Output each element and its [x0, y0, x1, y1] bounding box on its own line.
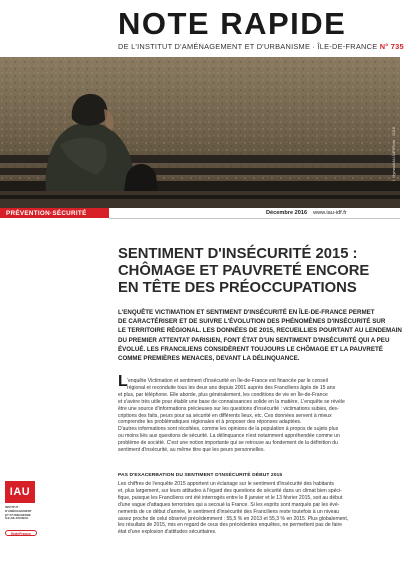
lead-line: COMME PREMIÈRES MENACES, DEVANT LA DÉLINQUANCE. — [118, 355, 300, 363]
publication-meta — [266, 210, 347, 216]
body-line: 'enquête Victimation et sentiment d'insécurité en Île-de-France est financée par le conseil — [127, 378, 328, 384]
iau-logo-line: ÎLE-DE-FRANCE — [5, 516, 29, 521]
iau-logo-line: D'AMÉNAGEMENT — [5, 508, 32, 513]
lead-line: L'ENQUÊTE VICTIMATION ET SENTIMENT D'INSÉCURITÉ EN ÎLE-DE-FRANCE PERMET — [118, 309, 375, 316]
cover-photo — [0, 57, 400, 208]
section-divider — [109, 218, 400, 219]
body-line: comprendre les problématiques régionales et à proposer des réponses adaptées. — [118, 419, 302, 426]
masthead — [118, 6, 404, 60]
lead-paragraph — [118, 308, 402, 363]
publication-date: Décembre 2016 — [266, 209, 308, 216]
issue-number: N° 735 — [379, 42, 404, 51]
iau-logo: IAU — [5, 481, 35, 503]
publication-subtitle — [118, 42, 404, 51]
iau-logo-caption — [5, 506, 39, 521]
iau-logo-line: INSTITUT — [5, 505, 19, 509]
headline-line: CHÔMAGE ET PAUVRETÉ ENCORE — [118, 263, 370, 279]
photo-credit: I. Hyman/IAU-ÎdF/Flickr · 2016 — [391, 127, 396, 182]
subsection-paragraph — [118, 481, 398, 536]
body-line: état d'une explosion d'attitudes sécuritaires. — [118, 529, 217, 536]
article-headline — [118, 246, 388, 297]
body-line: et plus, par téléphone. Elle aborde, plus généralement, les conditions de vie en Île-de-France — [118, 391, 328, 398]
body-line: et s'avère très utile pour établir une base de connaissances solide en la matière. L'enquête se révèle — [118, 398, 345, 405]
body-line: Les chiffres de l'enquête 2015 apportent un éclairage sur le sentiment d'insécurité des habitants — [118, 481, 334, 487]
body-paragraph — [118, 378, 398, 454]
publication-publisher: DE L'INSTITUT D'AMÉNAGEMENT ET D'URBANISME · ÎLE-DE-FRANCE — [118, 42, 378, 51]
body-line: être une source d'informations précieuses sur les questions d'insécurité : victimations subies, des- — [118, 405, 339, 412]
body-line: sentiment d'insécurité, au même titre que les peurs personnelles. — [118, 447, 265, 454]
body-line: D'autres informations sont récoltées, comme les opinions de la population à propos de sujets plus — [118, 426, 339, 433]
body-line: fique, puisque les Franciliens ont été interrogés entre le 8 janvier et le 13 février 2015, soit au début — [118, 494, 343, 501]
subsection-heading: PAS D'EXACERBATION DU SENTIMENT D'INSÉCURITÉ DÉBUT 2015 — [118, 473, 283, 478]
drop-cap: L — [118, 373, 128, 390]
lead-line: ÉVOLUÉ. LES FRANCILIENS CONSIDÈRENT TOUJOURS LE CHÔMAGE ET LA PAUVRETÉ — [118, 345, 383, 353]
section-bar — [0, 208, 400, 218]
body-line: criptions des faits, peurs pour sa sécurité en différents lieux, etc. Ces données servent à mieux — [118, 412, 332, 419]
headline-line: SENTIMENT D'INSÉCURITÉ 2015 : — [118, 246, 358, 262]
body-line: régional et reconduite tous les deux ans depuis 2001 auprès des Franciliens âgés de 15 ans — [127, 384, 336, 391]
publication-title: NOTE RAPIDE — [118, 6, 347, 41]
lead-line: LE TERRITOIRE RÉGIONAL. LES DONNÉES DE 2015, RECUEILLIES POURTANT AU LENDEMAIN — [118, 327, 402, 335]
region-logo: ÎledeFrance — [5, 530, 37, 536]
body-line: ou moins liés aux questions de sécurité. La délinquance n'est notamment appréhendée comme un — [118, 433, 340, 440]
body-line: et, plus largement, sur leurs attitudes à l'égard des questions de sécurité dans un climat bien spéci- — [118, 487, 342, 494]
body-line: problème de société. C'est une notion importante qui se retrouve au fondement de la définition du — [118, 440, 338, 447]
body-line: nements de ce début d'année, le sentiment d'insécurité des Franciliens reste toutefois à un niveau — [118, 508, 340, 515]
lead-line: DU PREMIER ATTENTAT PARISIEN, FONT ÉTAT D'UN SENTIMENT D'INSÉCURITÉ QUI A PEU — [118, 336, 390, 344]
lead-line: DE CARACTÉRISER ET DE SUIVRE L'ÉVOLUTION DES PHÉNOMÈNES D'INSÉCURITÉ SUR — [118, 318, 386, 326]
iau-logo-line: ET D'URBANISME — [5, 512, 31, 517]
body-line: les résultats de 2015, mis en regard de ceux des précédentes enquêtes, ne permettent pas de faire — [118, 522, 342, 529]
section-label: PRÉVENTION·SÉCURITÉ — [0, 208, 109, 218]
headline-line: EN TÊTE DES PRÉOCCUPATIONS — [118, 280, 357, 296]
body-line: d'une vague d'attaques terroristes qui a secoué la France. Si les esprits sont marqués par les évé- — [118, 501, 340, 508]
website-link[interactable]: www.iau-idf.fr — [313, 209, 347, 216]
body-line: assez proche de celui observé précédemment : 55,5 % en 2013 et 55,3 % en 2015. Plus globalement, — [118, 515, 349, 522]
